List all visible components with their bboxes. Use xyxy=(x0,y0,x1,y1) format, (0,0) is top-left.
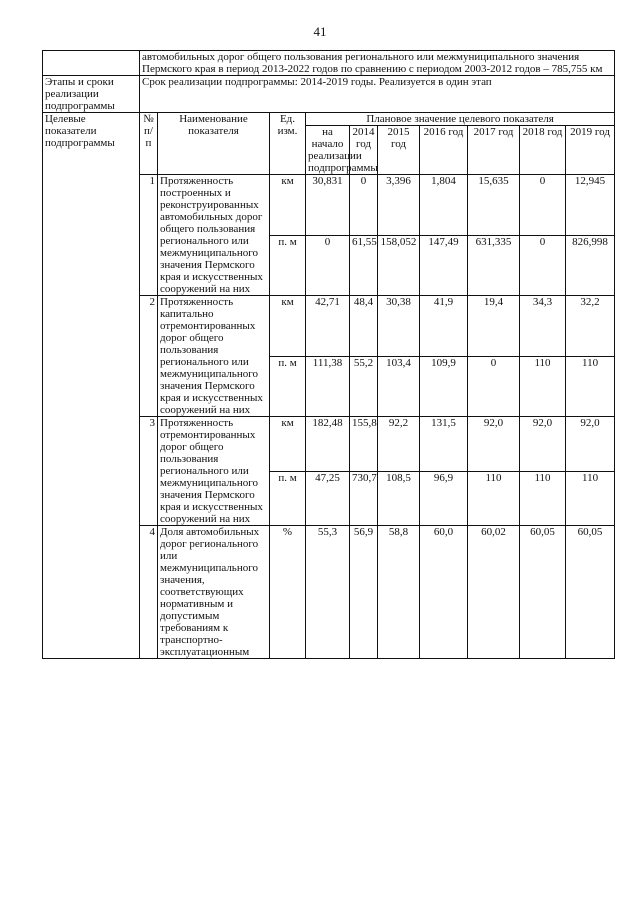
indicator-value: 55,2 xyxy=(350,356,378,417)
indicator-value: 631,335 xyxy=(468,235,520,296)
indicator-name: Протяженность отремонтированных дорог общего пользования регионального или межмуниципального значения Пермского края и искусственных сооружений на них xyxy=(158,417,270,526)
indicator-value: 32,2 xyxy=(566,296,615,357)
indicator-value: 55,3 xyxy=(306,526,350,659)
indicator-value: 12,945 xyxy=(566,175,615,236)
header-row-1 xyxy=(43,113,615,126)
indicator-value: 103,4 xyxy=(378,356,420,417)
indicator-value: 30,38 xyxy=(378,296,420,357)
indicator-value: 60,05 xyxy=(566,526,615,659)
indicator-value: 60,02 xyxy=(468,526,520,659)
indicator-value: 110 xyxy=(566,356,615,417)
indicator-value: 19,4 xyxy=(468,296,520,357)
indicator-value: 60,05 xyxy=(520,526,566,659)
indicator-value: 0 xyxy=(520,175,566,236)
indicator-unit: п. м xyxy=(270,235,306,296)
indicator-value: 110 xyxy=(566,471,615,526)
header-year-2016: 2016 год xyxy=(420,126,468,175)
indicator-value: 730,7 xyxy=(350,471,378,526)
header-year-2017: 2017 год xyxy=(468,126,520,175)
indicator-value: 110 xyxy=(520,471,566,526)
indicator-value: 47,25 xyxy=(306,471,350,526)
indicator-value: 110 xyxy=(468,471,520,526)
indicator-name: Протяженность капитально отремонтированных дорог общего пользования регионального или межмуниципального значения Пермского края и искусственных сооружений на них xyxy=(158,296,270,417)
indicator-unit: км xyxy=(270,175,306,236)
indicator-value: 15,635 xyxy=(468,175,520,236)
indicator-value: 109,9 xyxy=(420,356,468,417)
indicator-value: 0 xyxy=(306,235,350,296)
indicator-value: 92,0 xyxy=(520,417,566,472)
indicator-value: 92,0 xyxy=(566,417,615,472)
header-year-2018: 2018 год xyxy=(520,126,566,175)
header-num: № п/п xyxy=(140,113,158,175)
indicator-value: 48,4 xyxy=(350,296,378,357)
indicator-num: 1 xyxy=(140,175,158,296)
indicator-value: 41,9 xyxy=(420,296,468,357)
indicator-value: 61,55 xyxy=(350,235,378,296)
stages-label: Этапы и сроки реализации подпрограммы xyxy=(43,76,140,113)
page-number: 41 xyxy=(313,24,327,39)
indicator-value: 108,5 xyxy=(378,471,420,526)
indicator-value: 0 xyxy=(468,356,520,417)
indicator-name: Доля автомобильных дорог регионального или межмуниципального значения, соответствующих нормативным и допустимым требованиям к транспортно-эксплуатационным xyxy=(158,526,270,659)
indicator-value: 111,38 xyxy=(306,356,350,417)
indicator-value: 30,831 xyxy=(306,175,350,236)
header-year-2014: 2014 год xyxy=(350,126,378,175)
indicator-value: 3,396 xyxy=(378,175,420,236)
indicator-value: 92,0 xyxy=(468,417,520,472)
indicator-num: 4 xyxy=(140,526,158,659)
program-table xyxy=(42,50,615,659)
indicator-value: 158,052 xyxy=(378,235,420,296)
indicators-label: Целевые показатели подпрограммы xyxy=(43,113,140,659)
indicator-unit: п. м xyxy=(270,471,306,526)
indicator-name: Протяженность построенных и реконструированных автомобильных дорог общего пользования регионального или межмуниципального значения Пермского края и искусственных сооружений на них xyxy=(158,175,270,296)
header-planned: Плановое значение целевого показателя xyxy=(306,113,615,126)
indicator-value: 96,9 xyxy=(420,471,468,526)
indicator-value: 1,804 xyxy=(420,175,468,236)
indicator-value: 131,5 xyxy=(420,417,468,472)
indicator-value: 147,49 xyxy=(420,235,468,296)
indicator-unit: км xyxy=(270,296,306,357)
indicator-value: 56,9 xyxy=(350,526,378,659)
indicator-unit: км xyxy=(270,417,306,472)
continued-row xyxy=(43,51,615,76)
indicator-value: 182,48 xyxy=(306,417,350,472)
header-unit: Ед. изм. xyxy=(270,113,306,175)
indicator-value: 155,8 xyxy=(350,417,378,472)
indicator-value: 0 xyxy=(350,175,378,236)
header-year-2015: 2015 год xyxy=(378,126,420,175)
header-year-start: на начало реализации подпрограммы xyxy=(306,126,350,175)
indicator-num: 2 xyxy=(140,296,158,417)
header-year-2019: 2019 год xyxy=(566,126,615,175)
stages-value: Срок реализации подпрограммы: 2014-2019 годы. Реализуется в один этап xyxy=(140,76,615,113)
indicator-value: 110 xyxy=(520,356,566,417)
indicator-value: 34,3 xyxy=(520,296,566,357)
indicator-value: 58,8 xyxy=(378,526,420,659)
indicator-unit: % xyxy=(270,526,306,659)
header-name: Наименование показателя xyxy=(158,113,270,175)
continued-text: автомобильных дорог общего пользования регионального или межмуниципального значения Пермского края в период 2013-2022 годов по сравнению с периодом 2003-2012 годов – 785,755 км xyxy=(140,51,615,76)
indicator-value: 826,998 xyxy=(566,235,615,296)
indicator-unit: п. м xyxy=(270,356,306,417)
indicator-value: 60,0 xyxy=(420,526,468,659)
indicator-value: 42,71 xyxy=(306,296,350,357)
indicator-value: 92,2 xyxy=(378,417,420,472)
indicator-num: 3 xyxy=(140,417,158,526)
stages-row xyxy=(43,76,615,113)
indicator-value: 0 xyxy=(520,235,566,296)
continued-empty-cell xyxy=(43,51,140,76)
